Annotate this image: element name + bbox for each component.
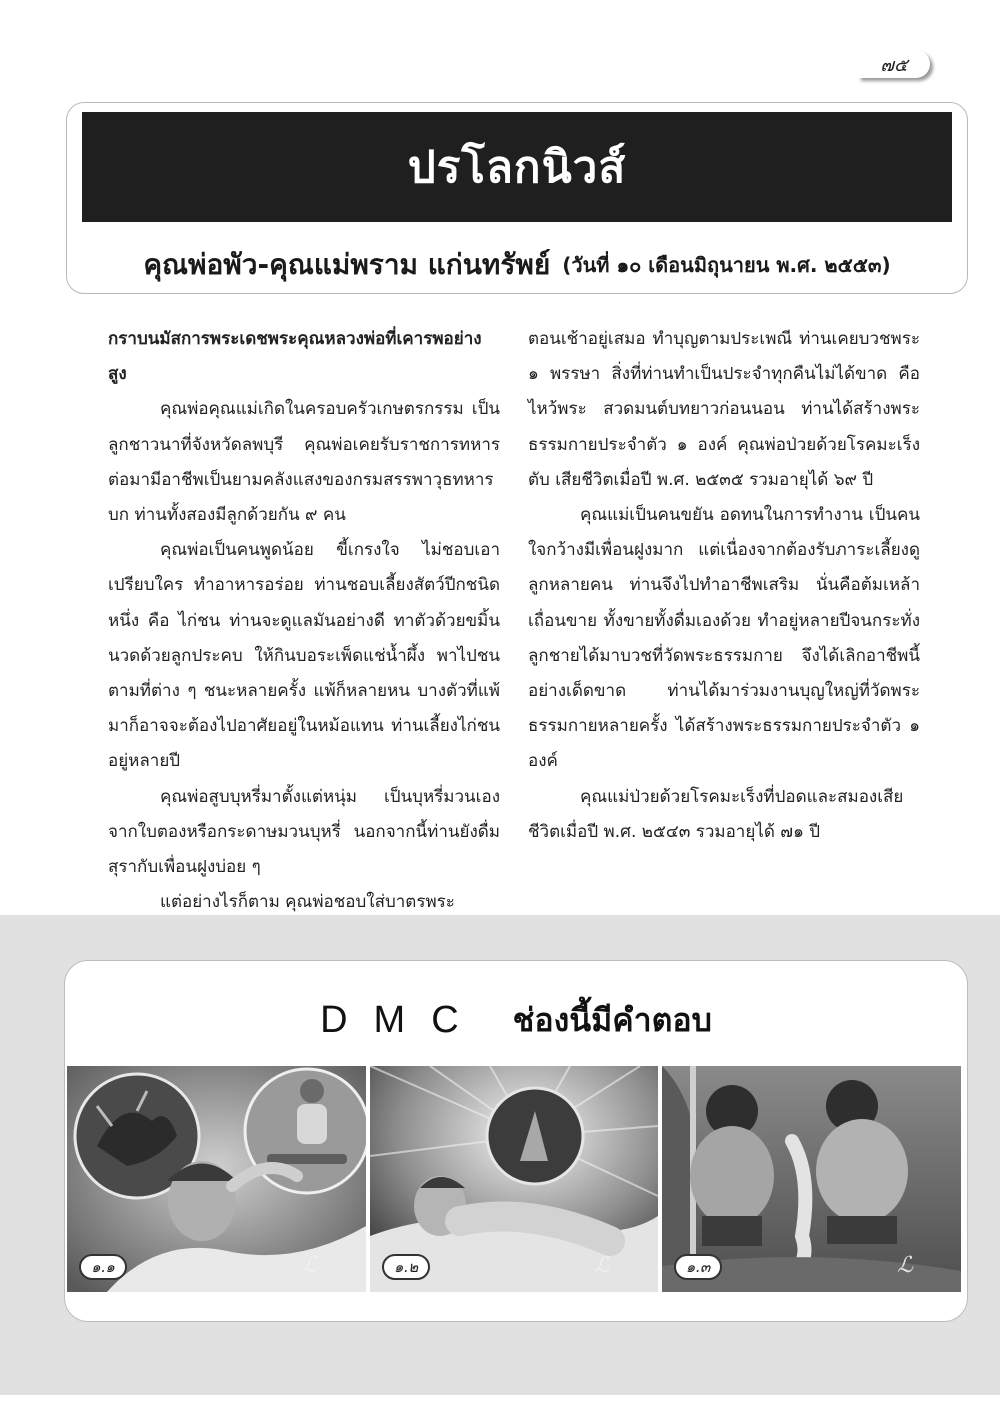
article-paragraph: ตอนเช้าอยู่เสมอ ทำบุญตามประเพณี ท่านเคยบวชพระ ๑ พรรษา สิ่งที่ท่านทำเป็นประจำทุกคืนไม่ได้ขาด คือ ไหว้พระ สวดมนต์บทยาวก่อนนอน ท่านได้สร้างพระธรรมกายประจำตัว ๑ องค์ คุณพ่อป่วยด้วยโรคมะเร็งตับ เสียชีวิตเมื่อปี พ.ศ. ๒๕๓๕ รวมอายุได้ ๖๙ ปี xyxy=(528,329,920,490)
panel-label: ๑.๑ xyxy=(79,1254,127,1280)
subtitle-date: (วันที่ ๑๐ เดือนมิถุนายน พ.ศ. ๒๕๕๓) xyxy=(562,253,891,277)
dmc-title-tail: ช่องนี้มีคำตอบ xyxy=(512,1000,712,1039)
dmc-logo-icon: ℒ xyxy=(897,1253,913,1278)
illustration-panel xyxy=(67,1066,366,1292)
article-body xyxy=(108,322,920,920)
article-column-left xyxy=(108,322,500,920)
page-number: ๗๕ xyxy=(858,50,930,78)
title-bar xyxy=(82,112,952,222)
illustration-panel xyxy=(370,1066,658,1292)
article-paragraph: คุณพ่อเป็นคนพูดน้อย ขี้เกรงใจ ไม่ชอบเอาเปรียบใคร ทำอาหารอร่อย ท่านชอบเลี้ยงสัตว์ปีกชนิดหนึ่ง คือ ไก่ชน ท่านจะดูแลมันอย่างดี ทาตัวด้วยขมิ้น นวดด้วยลูกประคบ ให้กินบอระเพ็ดแช่น้ำผึ้ง พาไปชนตามที่ต่าง ๆ ชนะหลายครั้ง แพ้ก็หลายหน บางตัวที่แพ้มาก็อาจจะต้องไปอาศัยอยู่ในหม้อแทน ท่านเลี้ยงไก่ชนอยู่หลายปี xyxy=(108,540,500,772)
illustration-panel xyxy=(662,1066,961,1292)
dmc-logo-icon: ℒ xyxy=(302,1253,318,1278)
article-paragraph: คุณแม่ป่วยด้วยโรคมะเร็งที่ปอดและสมองเสียชีวิตเมื่อปี พ.ศ. ๒๕๔๓ รวมอายุได้ ๗๑ ปี xyxy=(528,786,904,842)
article-paragraph: แต่อย่างไรก็ตาม คุณพ่อชอบใส่บาตรพระ xyxy=(160,892,455,913)
article-greeting: กราบนมัสการพระเดชพระคุณหลวงพ่อที่เคารพอย่างสูง xyxy=(108,329,482,385)
article-paragraph: คุณพ่อคุณแม่เกิดในครอบครัวเกษตรกรรม เป็นลูกชาวนาที่จังหวัดลพบุรี คุณพ่อเคยรับราชการทหาร ต่อมามีอาชีพเป็นยามคลังแสงของกรมสรรพาวุธทหารบก ท่านทั้งสองมีลูกด้วยกัน ๙ คน xyxy=(108,399,500,526)
dmc-logo-icon: ℒ xyxy=(594,1253,610,1278)
page-title: ปรโลกนิวส์ xyxy=(407,142,627,193)
panel-label: ๑.๒ xyxy=(382,1254,430,1280)
subtitle xyxy=(82,240,952,290)
dmc-illustration-panels xyxy=(67,1066,961,1292)
dmc-title-letters: DMC xyxy=(320,998,485,1041)
dmc-title xyxy=(64,990,968,1050)
article-paragraph: คุณแม่เป็นคนขยัน อดทนในการทำงาน เป็นคนใจกว้างมีเพื่อนฝูงมาก แต่เนื่องจากต้องรับภาระเลี้ยงดูลูกหลายคน ท่านจึงไปทำอาชีพเสริม นั่นคือต้มเหล้าเถื่อนขาย ทั้งขายทั้งดื่มเองด้วย ทำอยู่หลายปีจนกระทั่งลูกชายได้มาบวชที่วัดพระธรรมกาย จึงได้เลิกอาชีพนี้อย่างเด็ดขาด ท่านได้มาร่วมงานบุญใหญ่ที่วัดพระธรรมกายหลายครั้ง ได้สร้างพระธรรมกายประจำตัว ๑ องค์ xyxy=(528,505,920,772)
panel-label: ๑.๓ xyxy=(674,1254,722,1280)
article-paragraph: คุณพ่อสูบบุหรี่มาตั้งแต่หนุ่ม เป็นบุหรี่มวนเองจากใบตองหรือกระดาษมวนบุหรี่ นอกจากนี้ท่านยังดื่มสุรากับเพื่อนฝูงบ่อย ๆ xyxy=(108,786,500,878)
article-column-right xyxy=(528,322,920,920)
subtitle-names: คุณพ่อพัว-คุณแม่พราม แก่นทรัพย์ xyxy=(143,248,551,281)
